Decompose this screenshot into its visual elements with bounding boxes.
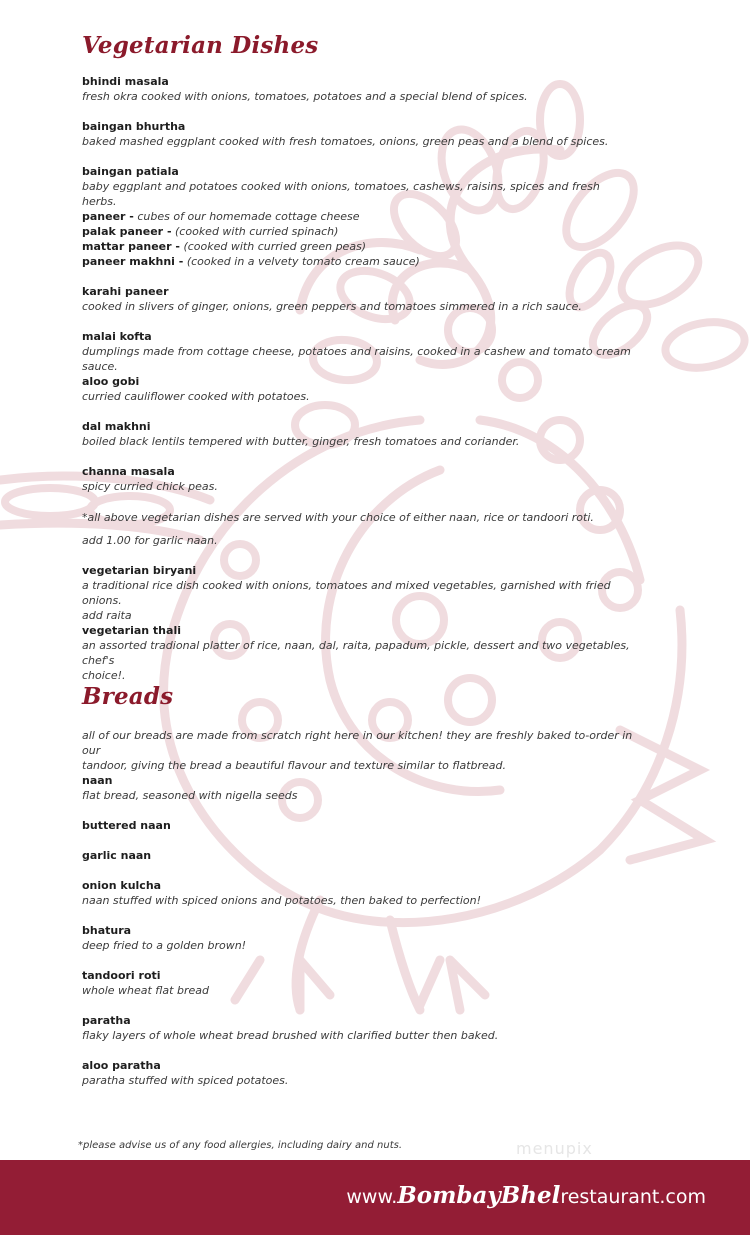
menu-item xyxy=(82,563,634,623)
item-name: baingan bhurtha xyxy=(82,120,186,133)
item-description-cont: choice!. xyxy=(82,669,126,682)
paneer-group xyxy=(82,209,634,269)
website-prefix: www. xyxy=(346,1186,398,1208)
item-name: garlic naan xyxy=(82,849,152,862)
menu-item xyxy=(82,374,634,404)
website-suffix: restaurant.com xyxy=(560,1186,706,1208)
item-description: dumplings made from cottage cheese, potatoes and raisins, cooked in a cashew and tomato cream sauce. xyxy=(82,345,631,373)
menu-item xyxy=(82,623,634,683)
website-link[interactable] xyxy=(346,1182,706,1209)
item-note: (cooked in a velvety tomato cream sauce) xyxy=(186,255,420,268)
item-name: paratha xyxy=(82,1014,131,1027)
item-name: karahi paneer xyxy=(82,285,169,298)
menu-item xyxy=(82,1013,634,1043)
breads-title: Breads xyxy=(82,683,174,710)
menu-item xyxy=(82,848,634,863)
menu-item xyxy=(82,329,634,374)
item-name: onion kulcha xyxy=(82,879,162,892)
allergy-note: *please advise us of any food allergies, including dairy and nuts. xyxy=(78,1140,403,1151)
item-name: mattar paneer - xyxy=(82,240,180,253)
menu-item xyxy=(82,419,634,449)
breads-intro xyxy=(82,728,634,773)
item-name: baingan patiala xyxy=(82,165,179,178)
item-description: baby eggplant and potatoes cooked with onions, tomatoes, cashews, raisins, spices and fresh herbs. xyxy=(82,180,600,208)
paneer-line xyxy=(82,254,634,269)
menu-item xyxy=(82,464,634,494)
item-name: buttered naan xyxy=(82,819,171,832)
item-description: flat bread, seasoned with nigella seeds xyxy=(82,789,298,802)
item-description: baked mashed eggplant cooked with fresh tomatoes, onions, green peas and a blend of spices. xyxy=(82,135,609,148)
breads-intro-line: tandoor, giving the bread a beautiful flavour and texture similar to flatbread. xyxy=(82,759,507,772)
item-name: channa masala xyxy=(82,465,175,478)
website-brand: BombayBhel xyxy=(397,1182,561,1209)
item-description: naan stuffed with spiced onions and potatoes, then baked to perfection! xyxy=(82,894,482,907)
item-name: vegetarian biryani xyxy=(82,564,197,577)
menu-item xyxy=(82,164,634,209)
item-name: malai kofta xyxy=(82,330,152,343)
menu-item xyxy=(82,74,634,104)
menupix-watermark: menupix xyxy=(516,1139,593,1158)
item-note: (cooked with curried spinach) xyxy=(175,225,339,238)
menu-item xyxy=(82,923,634,953)
menu-item xyxy=(82,1058,634,1088)
item-description: paratha stuffed with spiced potatoes. xyxy=(82,1074,289,1087)
item-name: aloo paratha xyxy=(82,1059,161,1072)
paneer-line xyxy=(82,224,634,239)
menu-item xyxy=(82,119,634,149)
item-note: cubes of our homemade cottage cheese xyxy=(137,210,360,223)
item-description: cooked in slivers of ginger, onions, green peppers and tomatoes simmered in a rich sauce. xyxy=(82,300,582,313)
vegetarian-dishes-title: Vegetarian Dishes xyxy=(82,32,319,59)
item-description: spicy curried chick peas. xyxy=(82,480,218,493)
paneer-line xyxy=(82,239,634,254)
item-note: (cooked with curried green peas) xyxy=(183,240,367,253)
item-description: an assorted tradional platter of rice, naan, dal, raita, papadum, pickle, dessert and two vegetables, chef's xyxy=(82,639,630,667)
garlic-naan-note: add 1.00 for garlic naan. xyxy=(82,534,218,547)
item-extra: add raita xyxy=(82,609,132,622)
menu-item xyxy=(82,878,634,908)
item-name: naan xyxy=(82,774,113,787)
item-name: bhindi masala xyxy=(82,75,169,88)
menu-item xyxy=(82,818,634,833)
footer-bar xyxy=(0,1160,750,1235)
item-description: flaky layers of whole wheat bread brushed with clarified butter then baked. xyxy=(82,1029,499,1042)
item-description: fresh okra cooked with onions, tomatoes, potatoes and a special blend of spices. xyxy=(82,90,528,103)
served-with-note: *all above vegetarian dishes are served with your choice of either naan, rice or tandoori roti. xyxy=(82,511,594,524)
menu-item xyxy=(82,773,634,803)
item-name: paneer makhni - xyxy=(82,255,184,268)
item-name: paneer - xyxy=(82,210,134,223)
paneer-line xyxy=(82,209,634,224)
item-name: bhatura xyxy=(82,924,132,937)
item-name: tandoori roti xyxy=(82,969,161,982)
item-description: whole wheat flat bread xyxy=(82,984,209,997)
menu-item xyxy=(82,284,634,314)
item-description: deep fried to a golden brown! xyxy=(82,939,247,952)
menu-item xyxy=(82,968,634,998)
item-name: aloo gobi xyxy=(82,375,140,388)
item-name: palak paneer - xyxy=(82,225,172,238)
item-description: curried cauliflower cooked with potatoes. xyxy=(82,390,310,403)
item-name: dal makhni xyxy=(82,420,151,433)
item-description: a traditional rice dish cooked with onions, tomatoes and mixed vegetables, garnished with fried onions. xyxy=(82,579,611,607)
item-name: vegetarian thali xyxy=(82,624,181,637)
item-description: boiled black lentils tempered with butter, ginger, fresh tomatoes and coriander. xyxy=(82,435,520,448)
breads-intro-line: all of our breads are made from scratch right here in our kitchen! they are freshly baked to-order in our xyxy=(82,729,633,757)
